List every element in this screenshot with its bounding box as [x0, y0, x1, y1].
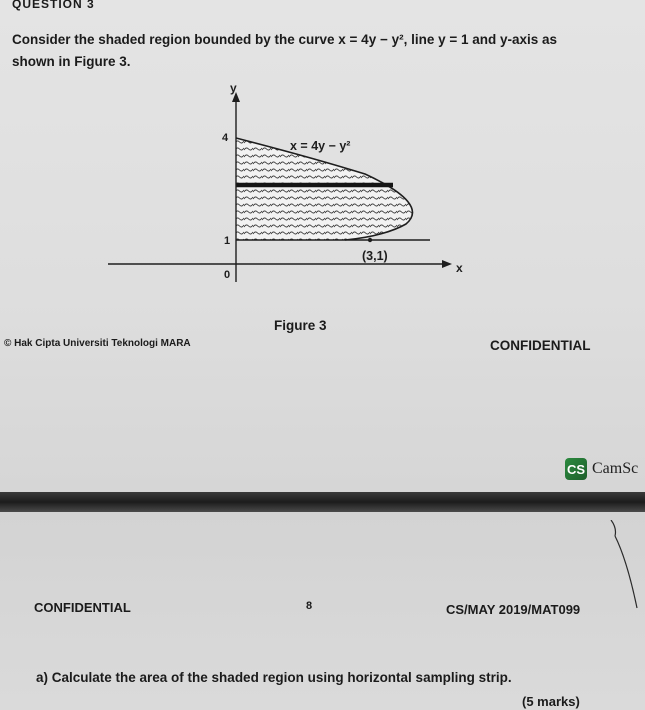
curve-equation-label: x = 4y − y² [290, 139, 351, 153]
camscanner-watermark [565, 458, 638, 480]
page-edge-shadow [609, 520, 639, 610]
confidential-header: CONFIDENTIAL [34, 600, 131, 615]
confidential-footer: CONFIDENTIAL [490, 338, 591, 353]
marks-allocation: (5 marks) [522, 694, 580, 709]
y-tick-1: 1 [224, 235, 231, 247]
copyright-notice: © Hak Cipta Universiti Teknologi MARA [4, 338, 191, 349]
figure-caption: Figure 3 [274, 318, 327, 333]
y-tick-4: 4 [222, 132, 229, 144]
point-3-1-marker [368, 238, 372, 242]
x-axis-label: x [456, 261, 463, 275]
page-gap-shadow [0, 492, 645, 512]
camscanner-logo-icon: CS [565, 458, 587, 480]
part-a-question: a) Calculate the area of the shaded region using horizontal sampling strip. [36, 670, 512, 685]
page-number: 8 [306, 600, 313, 612]
question-title: QUESTION 3 [12, 0, 95, 11]
question-text-line-1: Consider the shaded region bounded by the curve x = 4y − y², line y = 1 and y-axis as [12, 32, 558, 47]
figure-3-diagram [100, 82, 480, 292]
y-axis-label: y [230, 82, 237, 95]
origin-label: 0 [224, 269, 231, 281]
course-code: CS/MAY 2019/MAT099 [446, 602, 581, 617]
point-label: (3,1) [362, 249, 388, 263]
camscanner-text: CamSc [592, 460, 639, 477]
shaded-region [236, 138, 412, 240]
x-axis-arrow [442, 260, 452, 268]
question-text-line-2: shown in Figure 3. [12, 54, 131, 69]
